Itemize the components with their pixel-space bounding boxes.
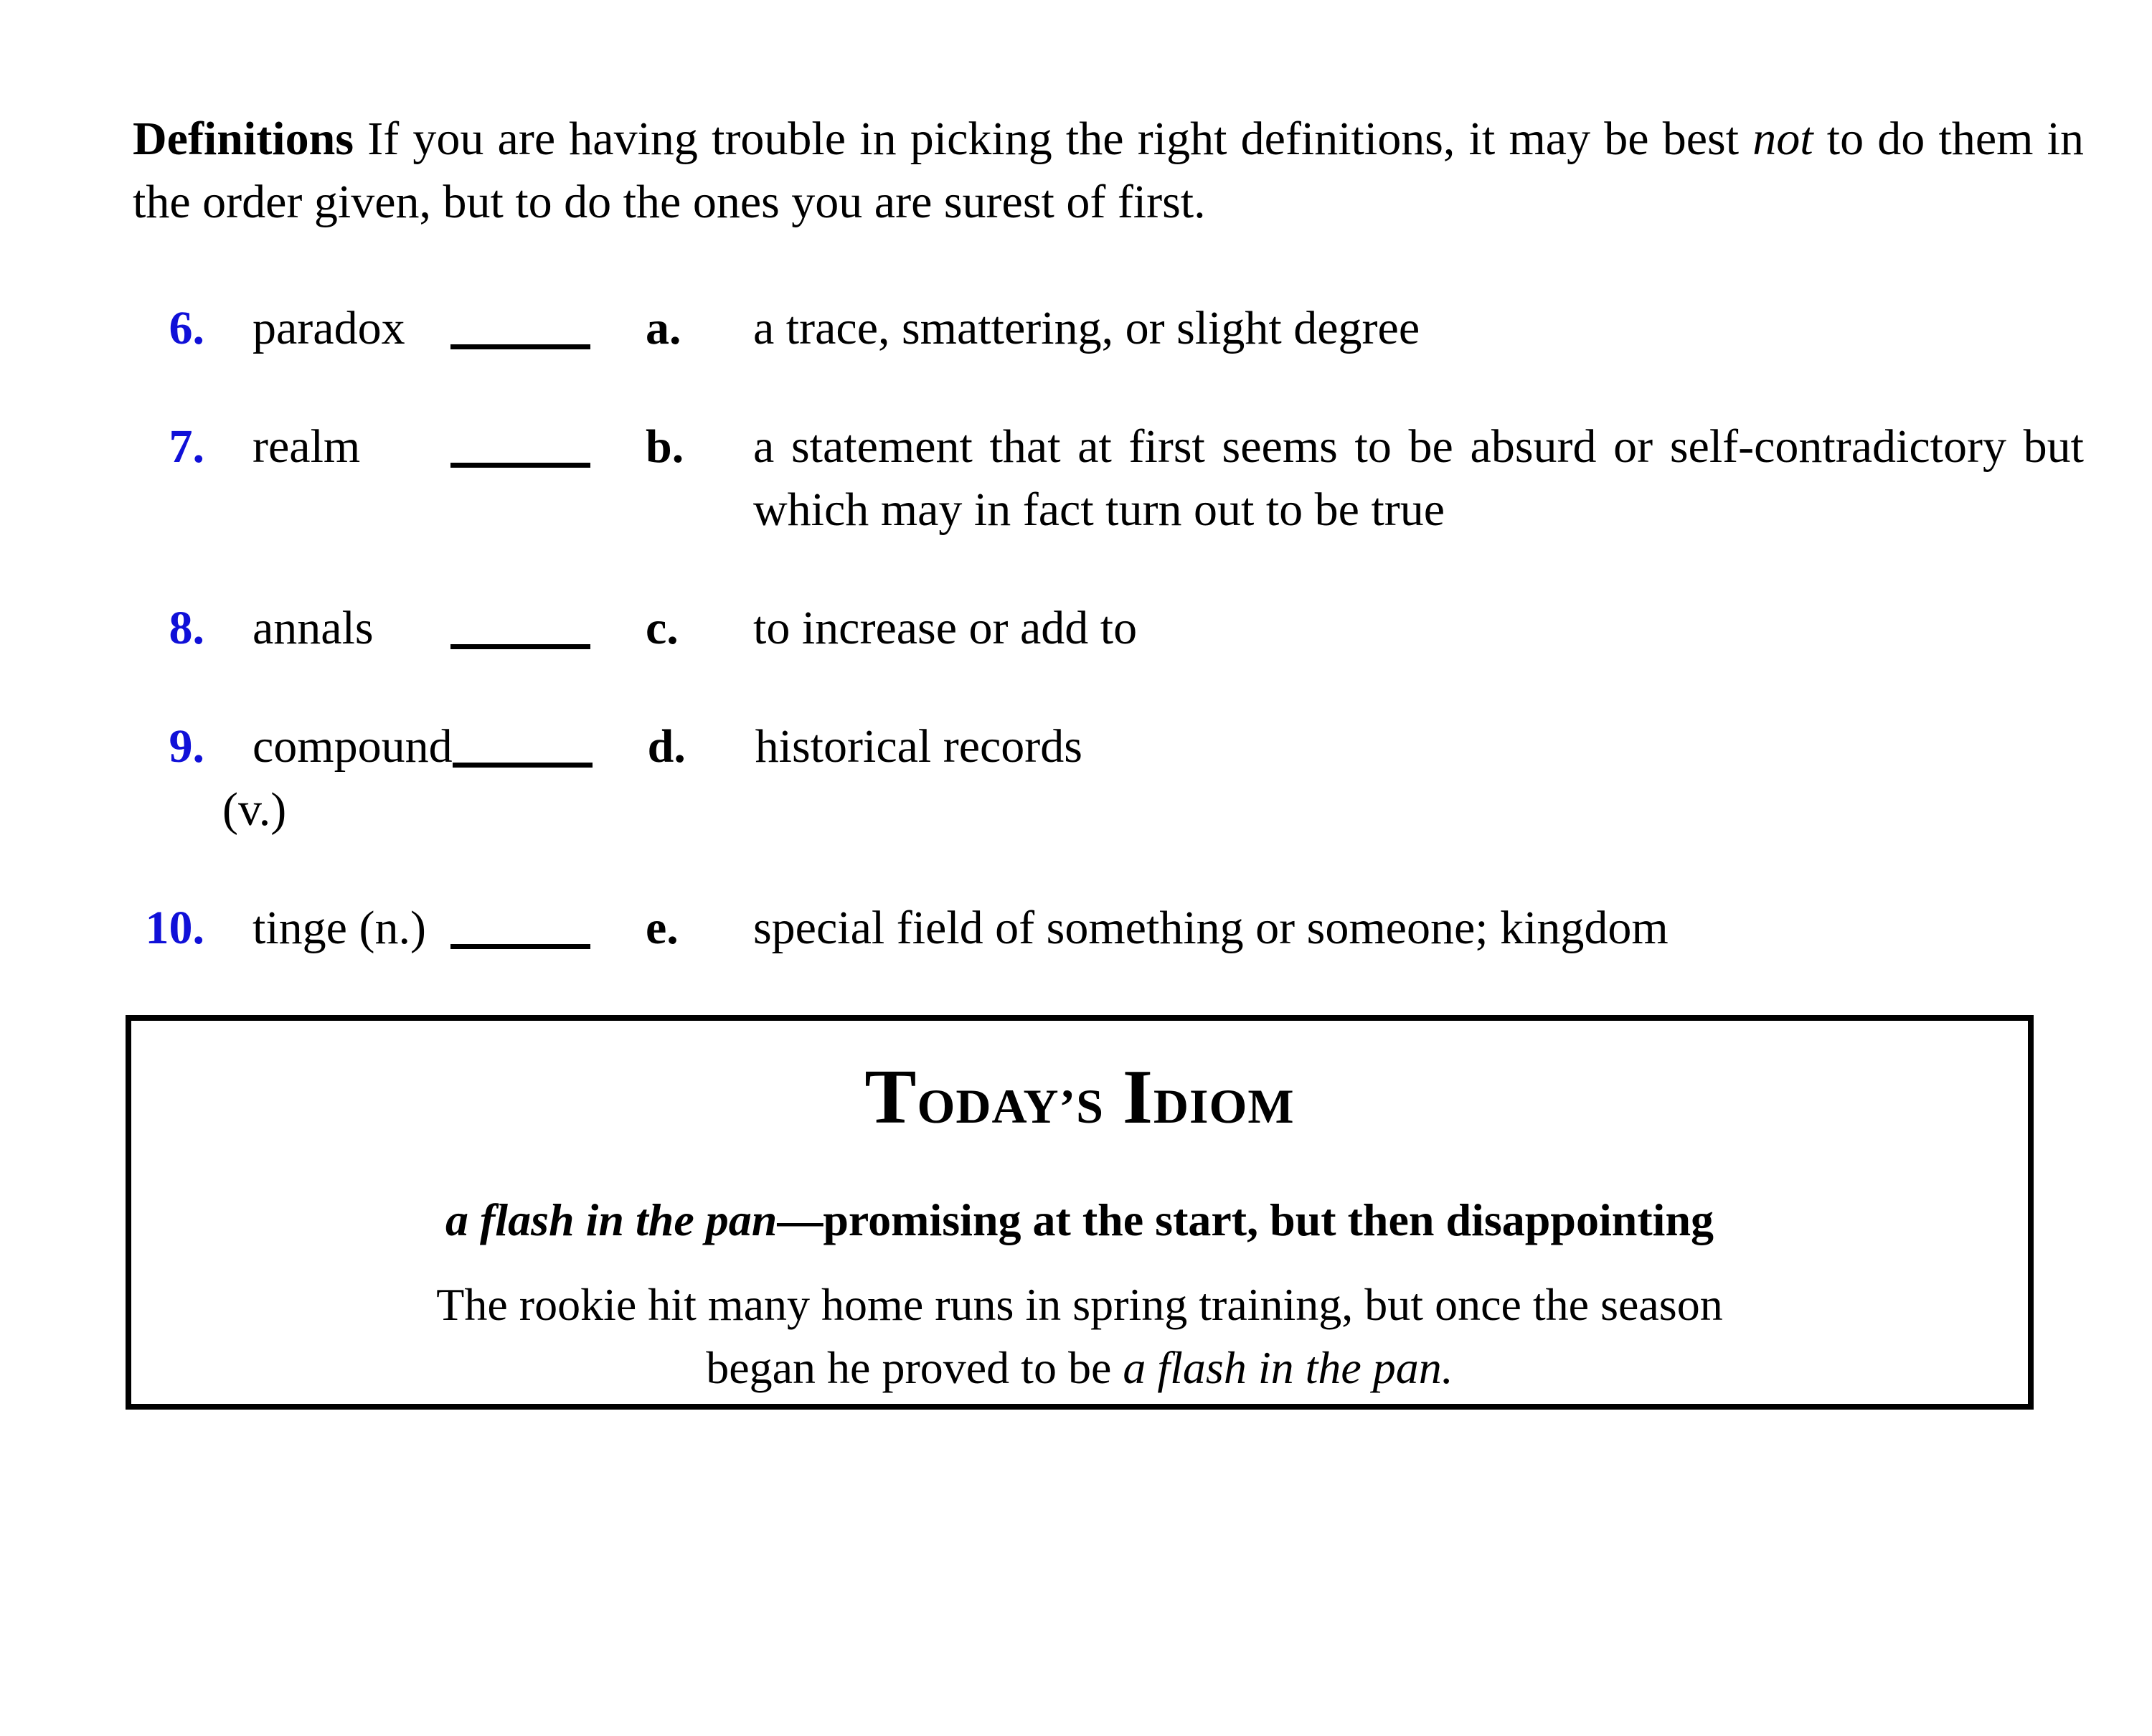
word-cell (253, 415, 590, 478)
idiom-example-line1: The rookie hit many home runs in spring training, but once the season (436, 1279, 1723, 1330)
idiom-example (131, 1273, 2028, 1400)
definition-text: a trace, smattering, or slight degree (753, 302, 1420, 354)
page-content (133, 108, 2084, 1410)
word-cell (222, 715, 593, 841)
idiom-definition (131, 1189, 2028, 1252)
intro-label: Definitions (133, 113, 354, 165)
intro-emphasis: not (1752, 113, 1813, 165)
title-initial-t: T (864, 1055, 917, 1140)
definition-text: a statement that at first seems to be absurd or self-contradictory but which may in fact turn out to be true (753, 420, 2084, 536)
match-row-9 (133, 715, 2084, 841)
intro-body-start: If you are having trouble in picking the right definitions, it may be best (354, 113, 1753, 165)
word-note: (v.) (222, 783, 287, 836)
item-number: 9. (169, 720, 204, 773)
answer-blank[interactable] (450, 644, 590, 649)
answer-blank[interactable] (450, 344, 590, 349)
idiom-example-line2 (131, 1336, 2028, 1400)
choice-letter: b. (646, 420, 684, 473)
definition-text: special field of something or someone; kingdom (753, 902, 1669, 954)
item-number: 6. (169, 302, 204, 354)
definition-text: to increase or add to (753, 602, 1138, 654)
answer-blank[interactable] (450, 944, 590, 949)
match-row-6 (133, 297, 2084, 360)
idiom-box-title (131, 1055, 2028, 1146)
item-number: 8. (169, 602, 204, 654)
idiom-example-line2-phrase: a flash in the pan. (1123, 1342, 1453, 1393)
idiom-example-line2-start: began he proved to be (706, 1342, 1123, 1393)
match-row-8 (133, 597, 2084, 660)
choice-letter: e. (646, 902, 679, 954)
idiom-meaning: promising at the start, but then disappointing (823, 1194, 1714, 1245)
answer-blank[interactable] (450, 463, 590, 468)
vocab-word: annals (253, 602, 374, 654)
word-cell (253, 297, 590, 360)
choice-letter: c. (646, 602, 679, 654)
item-number: 10. (145, 902, 204, 954)
vocab-word: paradox (253, 302, 405, 354)
idiom-phrase: a flash in the pan (445, 1194, 778, 1245)
matching-exercise (133, 297, 2084, 960)
intro-body-end: to do them in the order given, but to do the ones you are surest of first. (133, 113, 2084, 228)
title-rest-odays: ODAY’S (917, 1079, 1104, 1133)
vocab-word: realm (253, 420, 361, 473)
word-cell (253, 897, 590, 960)
title-initial-i: I (1122, 1055, 1153, 1140)
vocab-word: compound (253, 720, 453, 773)
item-number: 7. (169, 420, 204, 473)
answer-blank[interactable] (453, 763, 593, 768)
word-cell (253, 597, 590, 660)
todays-idiom-box (126, 1015, 2034, 1410)
choice-letter: d. (647, 720, 686, 773)
choice-letter: a. (646, 302, 681, 354)
vocab-word: tinge (n.) (253, 902, 426, 954)
match-row-7 (133, 415, 2084, 542)
definition-text: historical records (755, 720, 1082, 773)
match-row-10 (133, 897, 2084, 960)
definitions-instructions (133, 108, 2084, 234)
idiom-dash: — (777, 1194, 823, 1245)
title-rest-diom: DIOM (1153, 1079, 1295, 1133)
